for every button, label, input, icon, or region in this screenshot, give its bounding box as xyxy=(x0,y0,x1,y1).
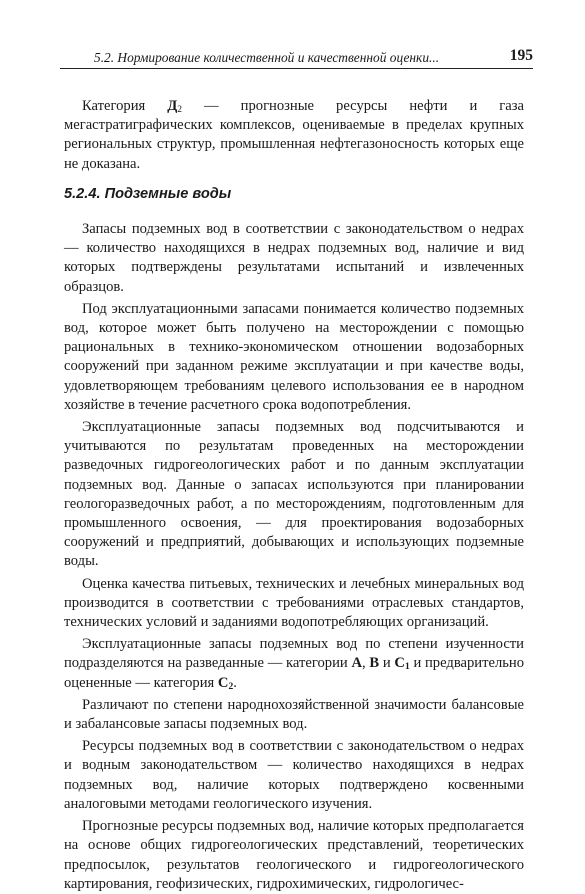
paragraph-forecast-resources: Прогнозные ресурсы подземных вод, наличие которых предполагается на основе общих гидрогеологических представлений, теоретических предпосылок, результатов геологического и гидрогеологического картирования, геофизических, гидрохимических, гидрологичес- xyxy=(64,818,524,892)
running-header xyxy=(60,46,533,69)
paragraph-balance-reserves: Различают по степени народнохозяйственной значимости балансовые и забалансовые запасы подземных вод. xyxy=(64,696,524,733)
category-subscript: 2 xyxy=(177,105,183,115)
paragraph-groundwater-resources: Ресурсы подземных вод в соответствии с законодательством о недрах и водным законодательством — количество находящихся в недрах подземных вод, наличие которых подтверждено косвенными аналоговыми методами геологического изучения. xyxy=(64,738,524,812)
section-body xyxy=(64,220,524,894)
page-number: 195 xyxy=(509,47,533,64)
paragraph-reserve-categories xyxy=(64,635,524,693)
category-description: — прогнозные ресурсы нефти и газа мегастратиграфических комплексов, оцениваемые в пределах крупных региональных структур, промышленная нефтегазоносность которых еще не доказана. xyxy=(64,98,524,172)
intro-paragraph-block xyxy=(64,97,524,174)
running-title: 5.2. Нормирование количественной и качественной оценки... xyxy=(94,50,440,65)
categories-comma: , xyxy=(361,655,370,672)
category-prefix: Категория xyxy=(82,98,168,114)
paragraph-reserves-accounting: Эксплуатационные запасы подземных вод подсчитываются и учитываются по результатам проведенных на месторождении разведочных гидрогеологических работ и по данным эксплуатации подземных вод. Данные о запасах используются при планировании геологоразведочных работ, а по месторождениям, подготовленным для промышленного освоения, — для проектирования водозаборных сооружений и предприятий, добывающих и использующих подземные воды. xyxy=(64,419,524,570)
categories-and: и xyxy=(379,655,395,672)
category-c2-subscript: 2 xyxy=(228,681,234,692)
category-a: А xyxy=(351,655,362,672)
category-c1 xyxy=(394,655,409,671)
category-b: В xyxy=(369,655,380,672)
category-c2-letter: С xyxy=(217,674,229,691)
categories-text-middle: и предварительно оцененные — категория xyxy=(64,655,524,691)
category-letter: Д xyxy=(167,98,178,114)
categories-text-end: . xyxy=(233,674,237,691)
category-c1-letter: С xyxy=(394,655,405,672)
category-c1-subscript: 1 xyxy=(404,662,410,673)
category-c2 xyxy=(218,675,233,691)
category-d2-paragraph xyxy=(64,97,524,174)
paragraph-quality-assessment: Оценка качества питьевых, технических и лечебных минеральных вод производится в соответствии с требованиями отраслевых стандартов, технических условий и заданиями водопотребляющих организаций. xyxy=(64,575,524,631)
section-heading: 5.2.4. Подземные воды xyxy=(64,186,232,202)
categories-text-before: Эксплуатационные запасы подземных вод по степени изученности подразделяются на разведанные — категории xyxy=(64,636,524,672)
paragraph-groundwater-reserves: Запасы подземных вод в соответствии с законодательством о недрах — количество находящихся в недрах подземных вод, наличие и вид которых подтверждены результатами испытаний и извлеченных образцов. xyxy=(64,221,524,295)
paragraph-operational-reserves: Под эксплуатационными запасами понимается количество подземных вод, которое может быть получено на месторождении с помощью рациональных в технико-экономическом отношении водозаборных сооружений при заданном режиме эксплуатации и при качестве воды, удовлетворяющем требованиям целевого использования ее в народном хозяйстве в течение расчетного срока водопотребления. xyxy=(64,300,524,413)
